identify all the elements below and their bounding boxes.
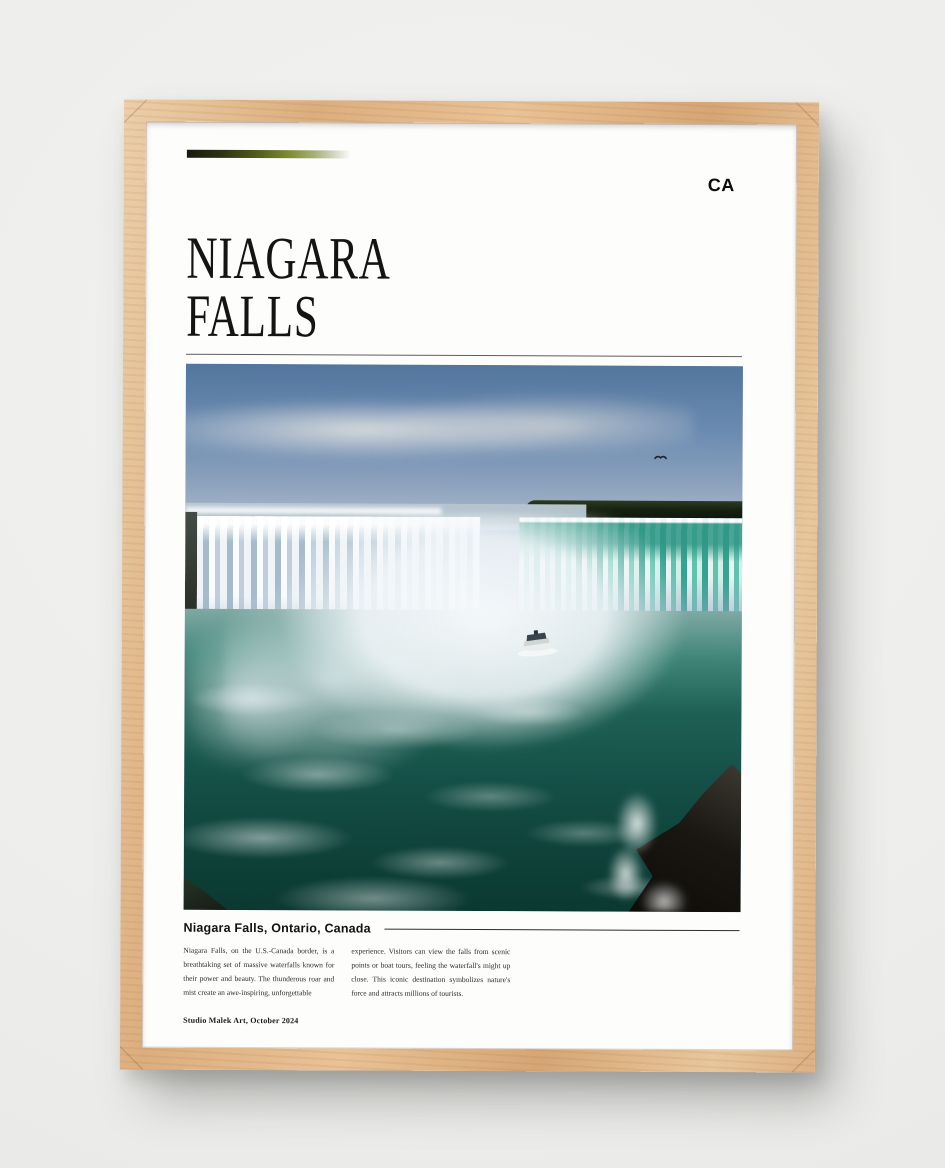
frame-miter-joint — [124, 99, 147, 122]
description-column-2: experience. Visitors can view the falls from scenic points or boat tours, feeling the waterfall's might up close. This iconic destination symbolizes nature's force and attracts millions of tourists. — [351, 946, 511, 998]
frame-miter-joint — [792, 1049, 815, 1072]
bird-icon — [654, 454, 668, 462]
caption-divider-rule — [385, 928, 740, 931]
studio-credit: Studio Malek Art, October 2024 — [183, 1015, 299, 1026]
travel-poster — [142, 122, 797, 1051]
country-code-label: CA — [707, 175, 735, 196]
wooden-picture-frame — [120, 99, 819, 1072]
description-columns — [183, 944, 739, 1002]
description-column-1: Niagara Falls, on the U.S.-Canada border, is a breathtaking set of massive waterfalls known for their power and beauty. The thunderous roar and mist create an awe-inspiring, unforgettable — [183, 945, 335, 998]
poster-title-line2: FALLS — [186, 282, 319, 350]
photo-rocks-spray — [604, 786, 715, 912]
frame-miter-joint — [120, 1046, 143, 1069]
poster-title — [186, 224, 391, 350]
poster-content — [142, 150, 797, 1079]
caption-row — [183, 921, 739, 937]
title-divider-rule — [186, 354, 742, 357]
tour-boat — [514, 627, 560, 659]
photo-mist-left — [184, 619, 363, 790]
location-caption: Niagara Falls, Ontario, Canada — [183, 920, 371, 936]
niagara-falls-photo — [184, 364, 743, 912]
accent-gradient-bar — [187, 150, 351, 159]
poster-title-line1: NIAGARA — [186, 224, 391, 292]
frame-miter-joint — [796, 102, 819, 125]
photo-cloud-band — [184, 392, 693, 468]
